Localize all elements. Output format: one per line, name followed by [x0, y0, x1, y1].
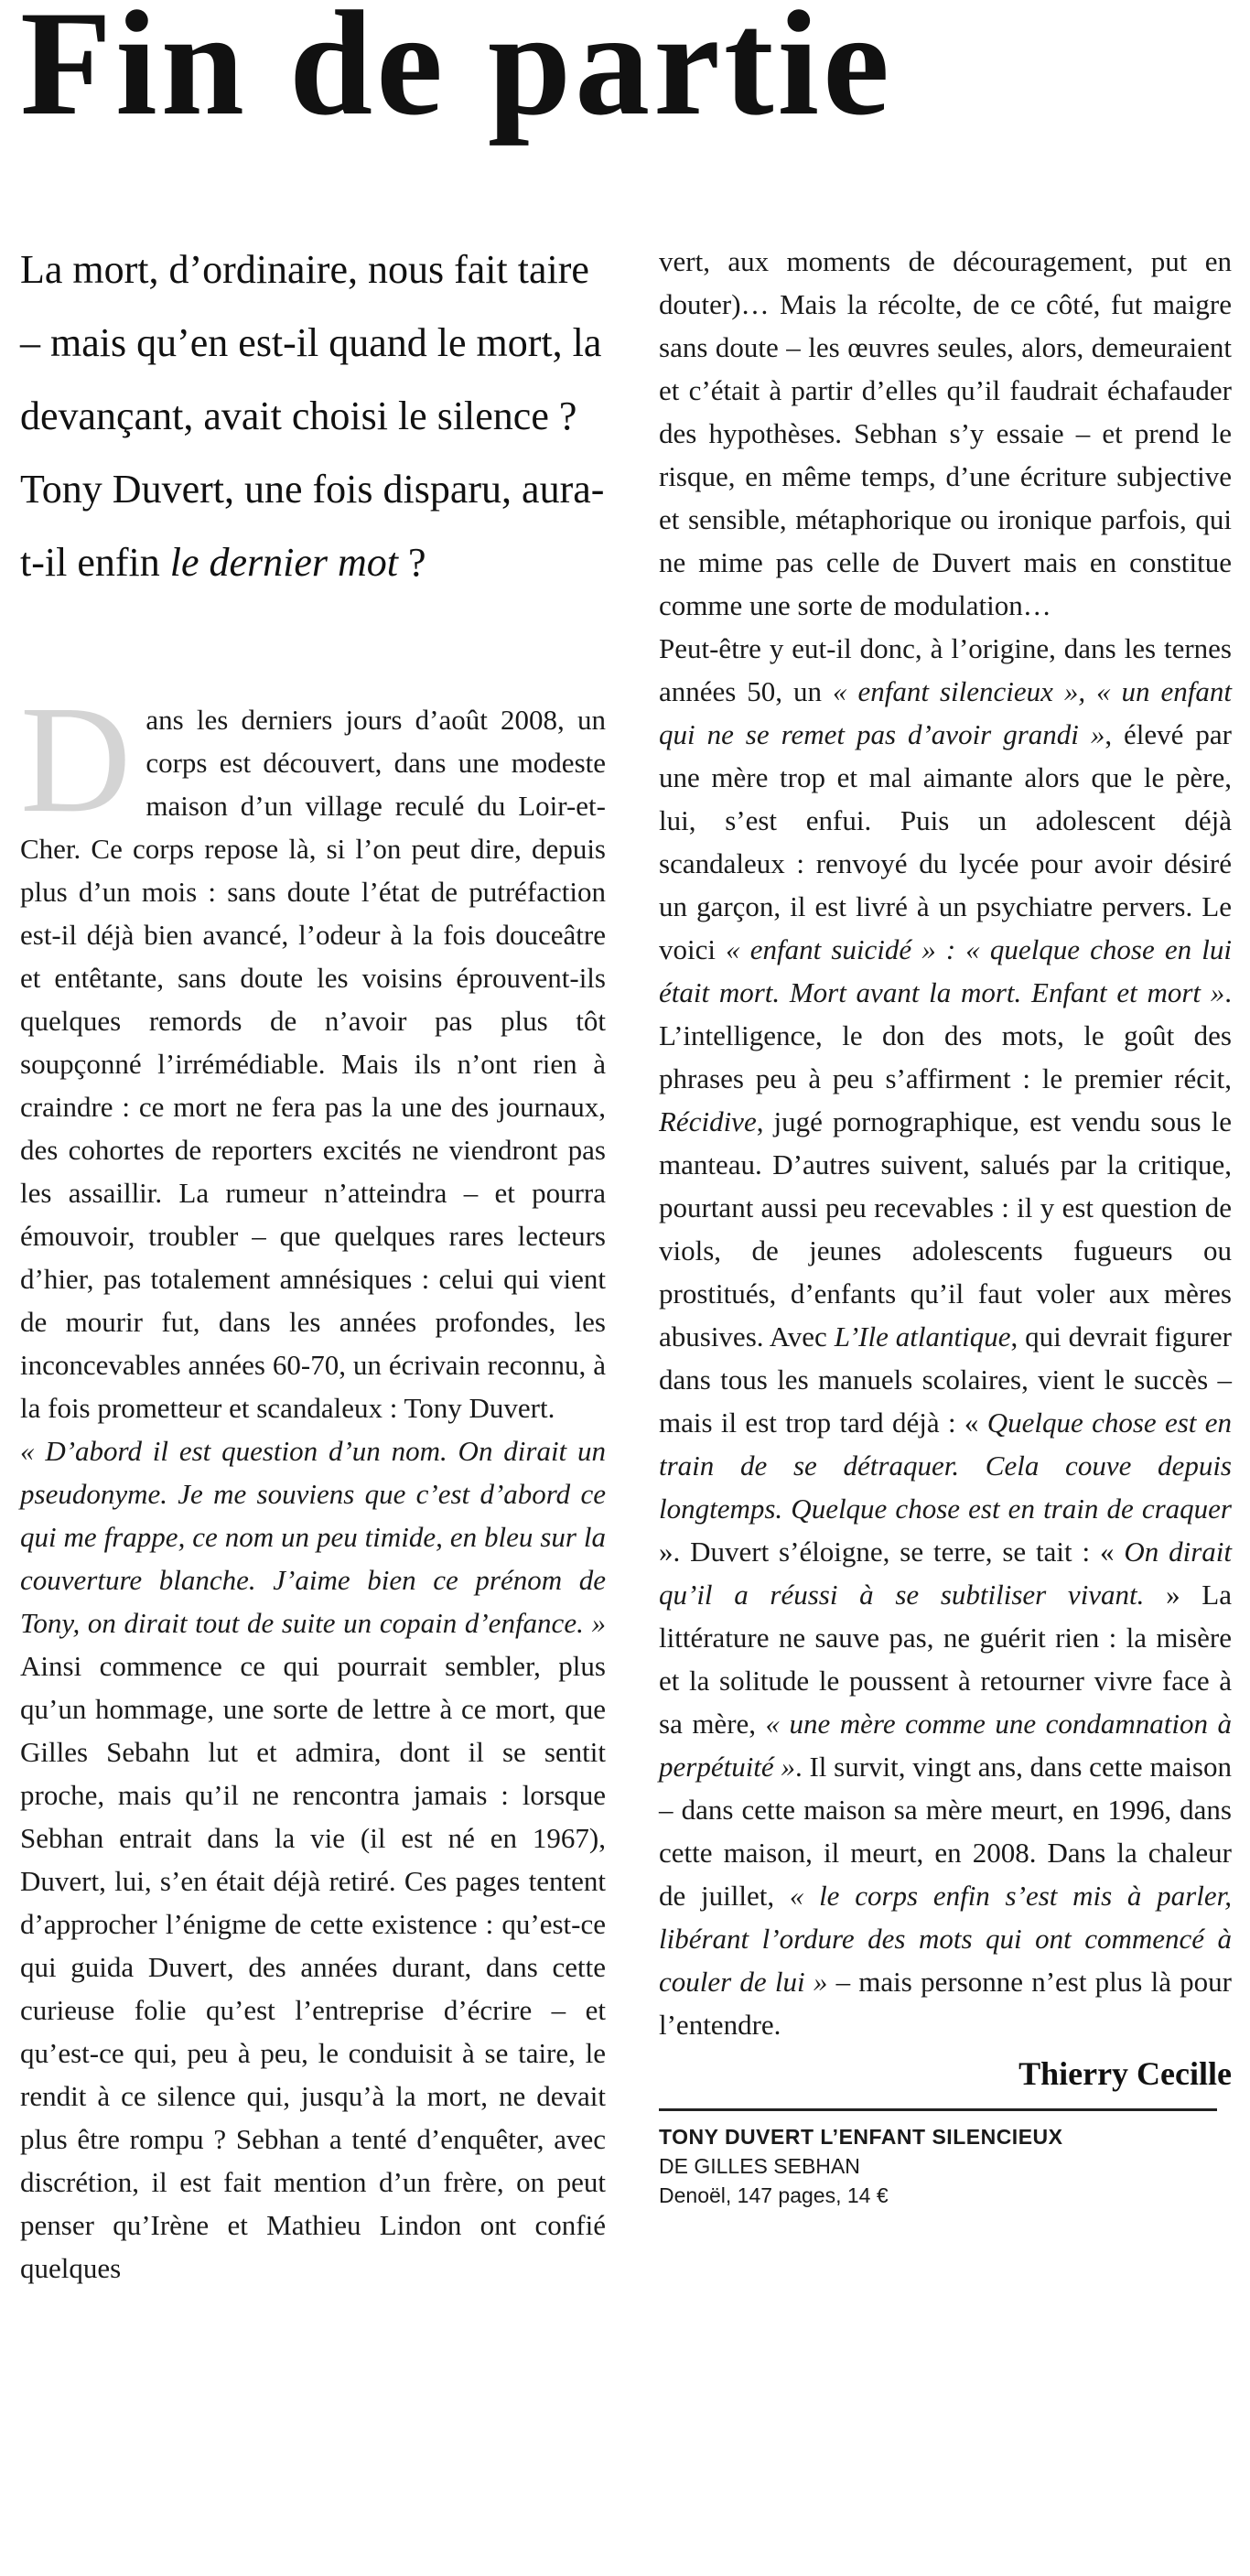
bio-quote-2: « enfant suicidé » : « quelque chose en lui était mort. Mort avant la mort. Enfant et mort »	[659, 933, 1232, 1008]
bio-text-9: – mais personne n’est plus là pour l’entendre.	[659, 1966, 1232, 2041]
bio-text-3: . L’intelligence, le don des mots, le goût des phrases peu à peu s’affirment : le premier récit,	[659, 976, 1232, 1094]
book-publisher: Denoël, 147 pages, 14 €	[659, 2183, 889, 2207]
bio-text-1: Peut-être y eut-il donc, à l’origine, dans les ternes années 50, un	[659, 632, 1232, 707]
divider	[659, 2108, 1217, 2111]
paragraph-quote	[20, 1429, 606, 2290]
paragraph-opening-text: ans les derniers jours d’août 2008, un corps est découvert, dans une modeste maison d’un village reculé du Loir-et-Cher. Ce corps repose là, si l’on peut dire, depuis plus d’un mois : sans doute l’état de putréfaction est-il déjà bien avancé, l’odeur à la fois douceâtre et entêtante, sans doute les voisins éprouvent-ils quelques remords de n’avoir pas plus tôt soupçonné l’irrémédiable. Mais ils n’ont rien à craindre : ce mort ne fera pas la une des journaux, des cohortes de reporters excités ne viendront pas les assaillir. La rumeur n’atteindra – et pourra émouvoir, troubler – que quelques rares lecteurs d’hier, pas totalement amnésiques : celui qui vient de mourir fut, dans les années profondes, les inconcevables années 60-70, un écrivain reconnu, à la fois prometteur et scandaleux : Tony Duvert.	[20, 704, 606, 1424]
lede-text: La mort, d’ordinaire, nous fait taire – mais qu’en est-il quand le mort, la devançant, avait choisi le silence ? Tony Duvert, une fois disparu, aura-t-il enfin	[20, 247, 605, 585]
article-title: Fin de partie	[20, 0, 893, 146]
bio-book-recidive: Récidive	[659, 1105, 757, 1137]
bio-quote-4: On dirait qu’il a réussi à se subtiliser vivant.	[659, 1536, 1232, 1611]
opening-quote: « D’abord il est question d’un nom. On dirait un pseudonyme. Je me souviens que c’est d’abord ce qui me frappe, ce nom un peu timide, en bleu sur la couverture blanche. J’aime bien ce prénom de Tony, on dirait tout de suite un copain d’enfance. »	[20, 1435, 606, 1639]
book-title: TONY DUVERT L’ENFANT SILENCIEUX	[659, 2125, 1063, 2149]
paragraph-biography	[659, 627, 1232, 2046]
bio-text-8: . Il survit, vingt ans, dans cette maison – dans cette maison sa mère meurt, en 1996, dans cette maison, il meurt, en 2008. Dans la chaleur de juillet,	[659, 1751, 1232, 1912]
lede-end: ?	[398, 540, 426, 585]
bio-text-6: ». Duvert s’éloigne, se terre, se tait : «	[659, 1536, 1125, 1568]
bio-text-4: , jugé pornographique, est vendu sous le manteau. D’autres suivent, salués par la critique, pourtant aussi peu recevables : il y est question de viols, de jeunes adolescents fugueurs ou prostitués, d’enfants qu’il faut voler aux mères abusives. Avec	[659, 1105, 1232, 1353]
bio-text-7: » La littérature ne sauve pas, ne guérit rien : la misère et la solitude le poussent à retourner vivre face à sa mère,	[659, 1579, 1232, 1740]
lede-italic: le dernier mot	[169, 540, 399, 585]
author-byline: Thierry Cecille	[1018, 2055, 1232, 2092]
paragraph-opening	[20, 674, 606, 1429]
bio-text-2: , élevé par une mère trop et mal aimante alors que le père, lui, s’est enfui. Puis un adolescent déjà scandaleux : renvoyé du lycée pour avoir désiré un garçon, il est livré à un psychiatre pervers. Le voici	[659, 718, 1232, 965]
bio-quote-3: Quelque chose est en train de se détraquer. Cela couve depuis longtemps. Quelque chose est en train de craquer	[659, 1407, 1232, 1525]
bio-book-ile-atlantique: L’Ile atlantique	[834, 1320, 1011, 1353]
drop-cap: D	[20, 674, 132, 845]
paragraph-quote-text: Ainsi commence ce qui pourrait sembler, plus qu’un hommage, une sorte de lettre à ce mort, que Gilles Sebahn lut et admira, dont il se sentit proche, mais qu’il ne rencontra jamais : lorsque Sebhan entrait dans la vie (il est né en 1967), Duvert, lui, s’en était déjà retiré. Ces pages tentent d’approcher l’énigme de cette existence : qu’est-ce qui guida Duvert, des années durant, dans cette curieuse folie qu’est l’entreprise d’écrire – et qu’est-ce qui, peu à peu, le conduisit à se taire, le rendit à ce silence qui, jusqu’à la mort, ne devait plus être rompu ? Sebhan a tenté d’enquêter, avec discrétion, il est fait mention d’un frère, on peut penser qu’Irène et Mathieu Lindon ont confié quelques	[20, 1650, 606, 2284]
bio-quote-1: « enfant silencieux », « un enfant qui ne se remet pas d’avoir grandi »	[659, 675, 1232, 750]
article-lede	[20, 233, 606, 599]
book-info-box	[659, 2122, 1232, 2210]
left-column	[20, 233, 606, 2290]
book-author: DE GILLES SEBHAN	[659, 2154, 860, 2178]
bio-quote-5: « une mère comme une condamnation à perpétuité »	[659, 1708, 1232, 1783]
bio-text-5: , qui devrait figurer dans tous les manuels scolaires, vient le succès – mais il est trop tard déjà : «	[659, 1320, 1232, 1439]
bio-quote-6: « le corps enfin s’est mis à parler, libérant l’ordure des mots qui ont commencé à couler de lui »	[659, 1880, 1232, 1998]
right-column	[659, 240, 1232, 2210]
paragraph-continued: vert, aux moments de découragement, put en douter)… Mais la récolte, de ce côté, fut maigre sans doute – les œuvres seules, alors, demeuraient et c’était à partir d’elles qu’il faudrait échafauder des hypothèses. Sebhan s’y essaie – et prend le risque, en même temps, d’une écriture subjective et sensible, métaphorique ou ironique parfois, qui ne mime pas celle de Duvert mais en constitue comme une sorte de modulation…	[659, 245, 1232, 621]
